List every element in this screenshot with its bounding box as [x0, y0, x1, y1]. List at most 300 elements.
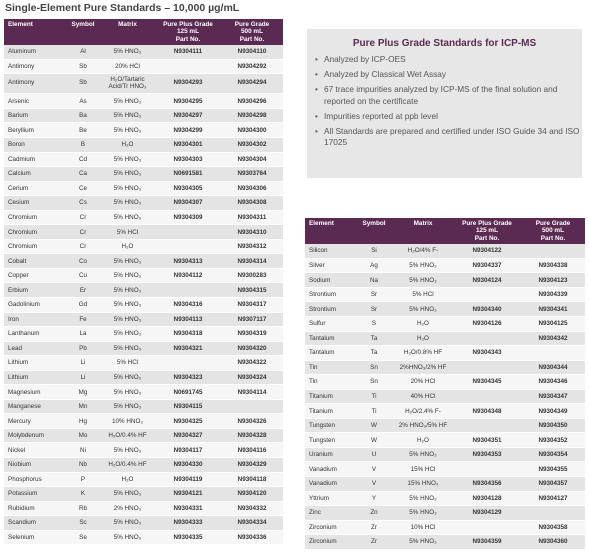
pure-plus-part-cell [155, 239, 221, 254]
table-header-row [305, 218, 585, 244]
pure-grade-part-cell: N9300283 [221, 268, 283, 283]
symbol-cell: Nb [66, 457, 100, 472]
symbol-cell: Sn [355, 375, 393, 390]
pure-plus-part-cell: N9304126 [453, 316, 521, 331]
matrix-cell: 5% HNO₃ [100, 385, 155, 400]
table-row [4, 530, 283, 545]
symbol-cell: Co [66, 254, 100, 269]
pure-plus-part-cell: N9304337 [453, 258, 521, 273]
pure-plus-part-cell: N9304343 [453, 346, 521, 361]
pure-plus-part-cell [453, 389, 521, 404]
element-cell: Silver [305, 258, 355, 273]
pure-grade-part-cell: N9307117 [221, 312, 283, 327]
pure-grade-part-cell: N9304350 [521, 418, 585, 433]
element-cell: Vanadium [305, 476, 355, 491]
table-row [4, 297, 283, 312]
element-cell: Yttrium [305, 491, 355, 506]
matrix-cell: 10% HNO₃ [100, 414, 155, 429]
pure-plus-part-cell: N9304340 [453, 302, 521, 317]
table-row [305, 535, 585, 550]
pure-grade-part-cell: N9304326 [221, 414, 283, 429]
symbol-cell: S [355, 316, 393, 331]
pure-grade-part-cell [521, 506, 585, 521]
element-cell: Niobium [4, 457, 66, 472]
element-cell: Scandium [4, 516, 66, 531]
pure-plus-part-cell: N9304121 [155, 487, 221, 502]
features-title: Pure Plus Grade Standards for ICP-MS [352, 38, 537, 49]
pure-grade-part-cell: N9304324 [221, 370, 283, 385]
table-row [4, 59, 283, 74]
symbol-cell: Sn [355, 360, 393, 375]
symbol-cell: Sb [66, 74, 100, 94]
column-header-pure-grade: Pure Grade 500 mL Part No. [535, 220, 571, 242]
pure-grade-part-cell: N9304328 [221, 428, 283, 443]
element-cell: Uranium [305, 447, 355, 462]
pure-plus-part-cell: N9304307 [155, 196, 221, 211]
pure-plus-part-cell: N9304299 [155, 123, 221, 138]
pure-plus-part-cell [453, 462, 521, 477]
element-cell: Lanthanum [4, 327, 66, 342]
table-row [4, 370, 283, 385]
pure-grade-part-cell: N9304347 [521, 389, 585, 404]
symbol-cell: Na [355, 273, 393, 288]
table-row [4, 74, 283, 94]
pure-plus-part-cell [155, 356, 221, 371]
matrix-cell: 5% HNO₃ [393, 447, 453, 462]
symbol-cell: Ni [66, 443, 100, 458]
pure-grade-part-cell [521, 244, 585, 258]
pure-grade-part-cell: N9304125 [521, 316, 585, 331]
matrix-cell: 5% HNO₃ [393, 506, 453, 521]
symbol-cell: Pb [66, 341, 100, 356]
column-header-symbol: Symbol [362, 220, 386, 227]
symbol-cell: Zn [355, 506, 393, 521]
matrix-cell: 5% HNO₃ [100, 443, 155, 458]
symbol-cell: Mn [66, 399, 100, 414]
pure-plus-part-cell: N9304359 [453, 535, 521, 550]
column-header-symbol: Symbol [71, 21, 95, 28]
table-row [4, 123, 283, 138]
element-cell: Manganese [4, 399, 66, 414]
features-panel [307, 29, 582, 178]
matrix-cell: 5% HNO₃ [100, 196, 155, 211]
table-row [4, 167, 283, 182]
symbol-cell: Rb [66, 501, 100, 516]
pure-grade-part-cell: N9304352 [521, 433, 585, 448]
symbol-cell: Sc [66, 516, 100, 531]
matrix-cell: H₂O [100, 137, 155, 152]
pure-plus-part-cell [453, 520, 521, 535]
pure-grade-part-cell: N9304123 [521, 273, 585, 288]
symbol-cell: Ag [355, 258, 393, 273]
pure-grade-part-cell: N9304341 [521, 302, 585, 317]
matrix-cell: 5% HCl [100, 225, 155, 240]
table-row [4, 443, 283, 458]
pure-grade-part-cell: N9304306 [221, 181, 283, 196]
table-row [4, 181, 283, 196]
pure-plus-part-cell: N9304333 [155, 516, 221, 531]
pure-grade-part-cell: N9304338 [521, 258, 585, 273]
symbol-cell: Ce [66, 181, 100, 196]
symbol-cell: Sr [355, 302, 393, 317]
matrix-cell: 5% HNO₃ [100, 152, 155, 167]
symbol-cell: P [66, 472, 100, 487]
pure-grade-part-cell: N9304304 [221, 152, 283, 167]
table-row [4, 516, 283, 531]
element-cell: Boron [4, 137, 66, 152]
symbol-cell: Ca [66, 167, 100, 182]
element-cell: Copper [4, 268, 66, 283]
pure-grade-part-cell: N9304346 [521, 375, 585, 390]
symbol-cell: Ta [355, 346, 393, 361]
pure-grade-part-cell: N9304310 [221, 225, 283, 240]
matrix-cell: 5% HNO₃ [100, 283, 155, 298]
pure-grade-part-cell: N9304110 [221, 45, 283, 59]
pure-grade-part-cell: N9304358 [521, 520, 585, 535]
symbol-cell: U [355, 447, 393, 462]
pure-plus-part-cell: N9304356 [453, 476, 521, 491]
pure-plus-part-cell: N9304297 [155, 108, 221, 123]
table-row [305, 273, 585, 288]
table-row [4, 501, 283, 516]
matrix-cell: 15% HCl [393, 462, 453, 477]
pure-plus-part-cell: N0691745 [155, 385, 221, 400]
matrix-cell: 2%HNO₃/2% HF [393, 360, 453, 375]
table-row [4, 45, 283, 59]
table-row [305, 287, 585, 302]
symbol-cell: Be [66, 123, 100, 138]
pure-plus-part-cell: N9304313 [155, 254, 221, 269]
symbol-cell: Hg [66, 414, 100, 429]
standards-table-left [4, 19, 283, 545]
table-row [4, 268, 283, 283]
matrix-cell: 5% HNO₃ [100, 399, 155, 414]
table-row [305, 404, 585, 419]
pure-grade-part-cell: N9304334 [221, 516, 283, 531]
table-row [305, 418, 585, 433]
pure-plus-part-cell: N9304111 [155, 45, 221, 59]
symbol-cell: Zr [355, 520, 393, 535]
matrix-cell: 5% HNO₃ [393, 535, 453, 550]
matrix-cell: H₂O/Tartaric Acid/Tr HNO₃ [100, 74, 155, 94]
table-row [4, 457, 283, 472]
symbol-cell: Li [66, 370, 100, 385]
symbol-cell: Mg [66, 385, 100, 400]
feature-item: • Impurities reported at ppb level [315, 111, 582, 123]
pure-grade-part-cell: N9304322 [221, 356, 283, 371]
element-cell: Antimony [4, 59, 66, 74]
pure-plus-part-cell: N9304119 [155, 472, 221, 487]
matrix-cell: 20% HCl [393, 375, 453, 390]
symbol-cell: Cr [66, 239, 100, 254]
pure-plus-part-cell: N0691581 [155, 167, 221, 182]
pure-plus-part-cell: N9304293 [155, 74, 221, 94]
element-cell: Barium [4, 108, 66, 123]
table-row [4, 356, 283, 371]
matrix-cell: 15% HNO₃ [393, 476, 453, 491]
pure-grade-part-cell [221, 399, 283, 414]
pure-plus-part-cell: N9304301 [155, 137, 221, 152]
matrix-cell: 5% HNO₃ [100, 268, 155, 283]
element-cell: Molybdenum [4, 428, 66, 443]
symbol-cell: K [66, 487, 100, 502]
symbol-cell: Se [66, 530, 100, 545]
standards-table-right [305, 218, 585, 550]
element-cell: Phosphorus [4, 472, 66, 487]
element-cell: Iron [4, 312, 66, 327]
pure-plus-part-cell: N9304321 [155, 341, 221, 356]
pure-grade-part-cell: N9304294 [221, 74, 283, 94]
element-cell: Strontium [305, 287, 355, 302]
symbol-cell: V [355, 476, 393, 491]
pure-grade-part-cell: N9304314 [221, 254, 283, 269]
element-cell: Cesium [4, 196, 66, 211]
element-cell: Titanium [305, 389, 355, 404]
element-cell: Zirconium [305, 535, 355, 550]
matrix-cell: 5% HNO₃ [100, 123, 155, 138]
column-header-pure-plus: Pure Plus Grade 125 mL Part No. [163, 21, 213, 43]
pure-grade-part-cell: N9304302 [221, 137, 283, 152]
table-row [4, 414, 283, 429]
symbol-cell: W [355, 433, 393, 448]
pure-grade-part-cell: N9304120 [221, 487, 283, 502]
table-row [305, 258, 585, 273]
matrix-cell: 5% HNO₃ [100, 297, 155, 312]
table-row [4, 487, 283, 502]
matrix-cell: 5% HNO₃ [100, 312, 155, 327]
matrix-cell: 5% HNO₃ [393, 273, 453, 288]
table-row [305, 360, 585, 375]
feature-item: • Analyzed by Classical Wet Assay [315, 69, 582, 81]
table-row [4, 385, 283, 400]
element-cell: Erbium [4, 283, 66, 298]
table-row [4, 254, 283, 269]
matrix-cell: 5% HNO₃ [100, 370, 155, 385]
pure-grade-part-cell: N9304319 [221, 327, 283, 342]
page-title: Single-Element Pure Standards – 10,000 µg/mL [5, 2, 240, 14]
symbol-cell: Y [355, 491, 393, 506]
pure-plus-part-cell [453, 418, 521, 433]
element-cell: Calcium [4, 167, 66, 182]
matrix-cell: 5% HCl [100, 356, 155, 371]
element-cell: Tungsten [305, 433, 355, 448]
matrix-cell: 40% HCl [393, 389, 453, 404]
column-header-pure-grade: Pure Grade 500 mL Part No. [234, 21, 270, 43]
element-cell: Tin [305, 360, 355, 375]
pure-plus-part-cell: N9304303 [155, 152, 221, 167]
pure-grade-part-cell: N9304357 [521, 476, 585, 491]
element-cell: Vanadium [305, 462, 355, 477]
element-cell: Silicon [305, 244, 355, 258]
table-row [305, 244, 585, 258]
element-cell: Tungsten [305, 418, 355, 433]
table-row [4, 312, 283, 327]
symbol-cell: Si [355, 244, 393, 258]
pure-plus-part-cell: N9304323 [155, 370, 221, 385]
matrix-cell: 5% HNO₃ [393, 258, 453, 273]
matrix-cell: 5% HNO₃ [100, 254, 155, 269]
pure-plus-part-cell: N9304129 [453, 506, 521, 521]
matrix-cell: H₂O [393, 316, 453, 331]
element-cell: Beryllium [4, 123, 66, 138]
pure-plus-part-cell: N9304316 [155, 297, 221, 312]
pure-grade-part-cell: N9304317 [221, 297, 283, 312]
pure-grade-part-cell: N9304344 [521, 360, 585, 375]
matrix-cell: H₂O/4% F- [393, 244, 453, 258]
table-header-row [4, 19, 283, 45]
element-cell: Strontium [305, 302, 355, 317]
element-cell: Cerium [4, 181, 66, 196]
table-row [305, 506, 585, 521]
symbol-cell: Sb [66, 59, 100, 74]
matrix-cell: 5% HNO₃ [100, 108, 155, 123]
pure-plus-part-cell: N9304122 [453, 244, 521, 258]
pure-grade-part-cell: N9304336 [221, 530, 283, 545]
element-cell: Lithium [4, 356, 66, 371]
element-cell: Tin [305, 375, 355, 390]
matrix-cell: H₂O/0.4% HF [100, 457, 155, 472]
table-row [4, 94, 283, 109]
table-row [305, 433, 585, 448]
element-cell: Gadolinium [4, 297, 66, 312]
pure-grade-part-cell: N9304360 [521, 535, 585, 550]
symbol-cell: Ti [355, 389, 393, 404]
table-row [4, 137, 283, 152]
matrix-cell: H₂O/2.4% F- [393, 404, 453, 419]
pure-plus-part-cell [155, 225, 221, 240]
pure-plus-part-cell: N9304345 [453, 375, 521, 390]
column-header-pure-plus: Pure Plus Grade 125 mL Part No. [462, 220, 512, 242]
table-row [4, 239, 283, 254]
pure-grade-part-cell: N9304342 [521, 331, 585, 346]
feature-item: • Analyzed by ICP-OES [315, 54, 582, 66]
pure-grade-part-cell: N9304332 [221, 501, 283, 516]
symbol-cell: As [66, 94, 100, 109]
table-row [4, 108, 283, 123]
matrix-cell: H₂O [100, 239, 155, 254]
table-row [4, 327, 283, 342]
pure-plus-part-cell: N9304113 [155, 312, 221, 327]
element-cell: Cobalt [4, 254, 66, 269]
pure-plus-part-cell [453, 331, 521, 346]
table-row [4, 428, 283, 443]
symbol-cell: Sr [355, 287, 393, 302]
pure-grade-part-cell: N9304354 [521, 447, 585, 462]
matrix-cell: H₂O/0.8% HF [393, 346, 453, 361]
element-cell: Tantalum [305, 346, 355, 361]
element-cell: Aluminum [4, 45, 66, 59]
element-cell: Chromium [4, 239, 66, 254]
features-list [315, 54, 582, 149]
pure-grade-part-cell: N9304127 [521, 491, 585, 506]
pure-grade-part-cell: N9304116 [221, 443, 283, 458]
table-row [305, 302, 585, 317]
element-cell: Lead [4, 341, 66, 356]
matrix-cell: H₂O/0.4% HF [100, 428, 155, 443]
table-row [305, 375, 585, 390]
pure-grade-part-cell: N9304114 [221, 385, 283, 400]
symbol-cell: Li [66, 356, 100, 371]
pure-grade-part-cell: N9303764 [221, 167, 283, 182]
element-cell: Tantalum [305, 331, 355, 346]
table-row [305, 476, 585, 491]
column-header-element: Element [8, 21, 33, 28]
table-row [305, 462, 585, 477]
matrix-cell: 5% HNO₃ [100, 516, 155, 531]
table-row [4, 341, 283, 356]
symbol-cell: Cr [66, 210, 100, 225]
column-header-element: Element [309, 220, 334, 227]
symbol-cell: Ba [66, 108, 100, 123]
pure-grade-part-cell: N9304308 [221, 196, 283, 211]
matrix-cell: H₂O [393, 331, 453, 346]
feature-item: • All Standards are prepared and certified under ISO Guide 34 and ISO 17025 [315, 126, 582, 149]
element-cell: Sulfur [305, 316, 355, 331]
pure-plus-part-cell: N9304325 [155, 414, 221, 429]
pure-plus-part-cell: N9304295 [155, 94, 221, 109]
symbol-cell: W [355, 418, 393, 433]
pure-plus-part-cell: N9304351 [453, 433, 521, 448]
table-row [4, 152, 283, 167]
element-cell: Rubidium [4, 501, 66, 516]
element-cell: Lithium [4, 370, 66, 385]
pure-grade-part-cell: N9304118 [221, 472, 283, 487]
table-row [305, 447, 585, 462]
matrix-cell: 5% HNO₃ [393, 491, 453, 506]
pure-grade-part-cell: N9304300 [221, 123, 283, 138]
table-row [305, 491, 585, 506]
symbol-cell: B [66, 137, 100, 152]
element-cell: Titanium [305, 404, 355, 419]
symbol-cell: Cu [66, 268, 100, 283]
table-row [305, 389, 585, 404]
pure-plus-part-cell: N9304115 [155, 399, 221, 414]
pure-plus-part-cell: N9304353 [453, 447, 521, 462]
symbol-cell: Mo [66, 428, 100, 443]
pure-plus-part-cell: N9304348 [453, 404, 521, 419]
pure-plus-part-cell: N9304112 [155, 268, 221, 283]
pure-grade-part-cell: N9304329 [221, 457, 283, 472]
column-header-matrix: Matrix [413, 220, 433, 227]
pure-grade-part-cell: N9304298 [221, 108, 283, 123]
pure-plus-part-cell: N9304309 [155, 210, 221, 225]
matrix-cell: 5% HNO₃ [393, 302, 453, 317]
element-cell: Zirconium [305, 520, 355, 535]
table-row [305, 346, 585, 361]
element-cell: Antimony [4, 74, 66, 94]
pure-plus-part-cell: N9304327 [155, 428, 221, 443]
pure-plus-part-cell [453, 360, 521, 375]
symbol-cell: Ta [355, 331, 393, 346]
matrix-cell: 5% HNO₃ [100, 487, 155, 502]
pure-plus-part-cell [155, 283, 221, 298]
feature-item: • 67 trace impurities analyzed by ICP-MS of the final solution and reported on the certificate [315, 84, 582, 107]
pure-grade-part-cell: N9304292 [221, 59, 283, 74]
pure-grade-part-cell: N9304349 [521, 404, 585, 419]
table-row [4, 472, 283, 487]
symbol-cell: Zr [355, 535, 393, 550]
symbol-cell: V [355, 462, 393, 477]
pure-plus-part-cell: N9304331 [155, 501, 221, 516]
element-cell: Chromium [4, 210, 66, 225]
symbol-cell: Er [66, 283, 100, 298]
pure-grade-part-cell [521, 346, 585, 361]
table-row [4, 399, 283, 414]
pure-plus-part-cell: N9304335 [155, 530, 221, 545]
matrix-cell: 5% HNO₃ [100, 530, 155, 545]
symbol-cell: Cr [66, 225, 100, 240]
table-row [4, 210, 283, 225]
